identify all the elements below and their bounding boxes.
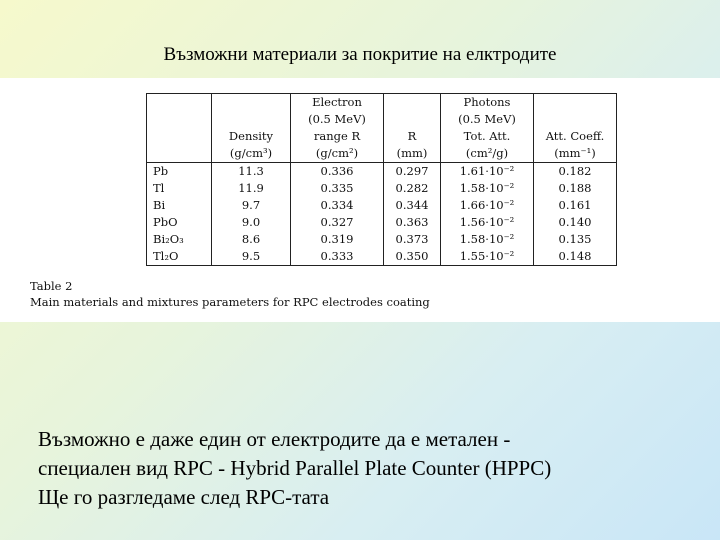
header-density-l2	[212, 111, 291, 128]
header-electron-l2: (0.5 MeV)	[291, 111, 384, 128]
header-photons-l4: (cm²/g)	[441, 145, 534, 163]
cell-att-coeff: 0.161	[534, 197, 617, 214]
cell-r: 0.373	[384, 231, 441, 248]
cell-density: 9.0	[212, 214, 291, 231]
table-caption	[30, 278, 430, 310]
header-att-l1	[534, 94, 617, 112]
cell-material: Tl	[147, 180, 212, 197]
cell-r: 0.350	[384, 248, 441, 266]
cell-tot-att: 1.58·10⁻²	[441, 231, 534, 248]
cell-material: PbO	[147, 214, 212, 231]
header-density-l1	[212, 94, 291, 112]
body-line-3: Ще го разгледаме след RPC-тата	[38, 485, 330, 509]
header-photons-l2: (0.5 MeV)	[441, 111, 534, 128]
cell-electron-range: 0.327	[291, 214, 384, 231]
materials-table	[146, 93, 617, 266]
cell-r: 0.363	[384, 214, 441, 231]
caption-label: Table 2	[30, 279, 73, 293]
cell-electron-range: 0.336	[291, 163, 384, 181]
header-att-l2	[534, 111, 617, 128]
header-electron-l1: Electron	[291, 94, 384, 112]
cell-material: Bi₂O₃	[147, 231, 212, 248]
table-row	[147, 231, 617, 248]
body-line-2: специален вид RPC - Hybrid Parallel Plate Counter (HPPC)	[38, 456, 552, 480]
header-row-1	[147, 94, 617, 112]
slide-body	[38, 425, 708, 512]
cell-material: Pb	[147, 163, 212, 181]
table-row	[147, 180, 617, 197]
cell-material: Bi	[147, 197, 212, 214]
header-electron-l3: range R	[291, 128, 384, 145]
cell-density: 8.6	[212, 231, 291, 248]
header-r-l2	[384, 111, 441, 128]
cell-r: 0.344	[384, 197, 441, 214]
header-att-l3: Att. Coeff.	[534, 128, 617, 145]
cell-electron-range: 0.333	[291, 248, 384, 266]
cell-tot-att: 1.66·10⁻²	[441, 197, 534, 214]
header-r-l4: (mm)	[384, 145, 441, 163]
cell-tot-att: 1.61·10⁻²	[441, 163, 534, 181]
header-material-l1	[147, 94, 212, 112]
header-density-l4: (g/cm³)	[212, 145, 291, 163]
cell-att-coeff: 0.135	[534, 231, 617, 248]
cell-tot-att: 1.55·10⁻²	[441, 248, 534, 266]
cell-density: 11.9	[212, 180, 291, 197]
table-row	[147, 214, 617, 231]
cell-tot-att: 1.58·10⁻²	[441, 180, 534, 197]
cell-att-coeff: 0.188	[534, 180, 617, 197]
cell-r: 0.282	[384, 180, 441, 197]
cell-density: 11.3	[212, 163, 291, 181]
table-figure	[0, 78, 720, 322]
caption-text: Main materials and mixtures parameters for RPC electrodes coating	[30, 295, 430, 309]
cell-att-coeff: 0.182	[534, 163, 617, 181]
table-row	[147, 197, 617, 214]
header-r-l3: R	[384, 128, 441, 145]
cell-electron-range: 0.334	[291, 197, 384, 214]
header-r-l1	[384, 94, 441, 112]
cell-att-coeff: 0.140	[534, 214, 617, 231]
header-electron-l4: (g/cm²)	[291, 145, 384, 163]
cell-electron-range: 0.335	[291, 180, 384, 197]
header-material-l4	[147, 145, 212, 163]
cell-material: Tl₂O	[147, 248, 212, 266]
header-row-3	[147, 128, 617, 145]
header-material-l2	[147, 111, 212, 128]
header-density-l3: Density	[212, 128, 291, 145]
body-line-1: Възможно е даже един от електродите да е метален -	[38, 427, 511, 451]
slide-title: Възможни материали за покритие на елктродите	[163, 44, 557, 65]
table-row	[147, 248, 617, 266]
cell-att-coeff: 0.148	[534, 248, 617, 266]
cell-tot-att: 1.56·10⁻²	[441, 214, 534, 231]
table-row	[147, 163, 617, 181]
header-row-4	[147, 145, 617, 163]
cell-r: 0.297	[384, 163, 441, 181]
cell-electron-range: 0.319	[291, 231, 384, 248]
cell-density: 9.7	[212, 197, 291, 214]
header-photons-l3: Tot. Att.	[441, 128, 534, 145]
cell-density: 9.5	[212, 248, 291, 266]
header-material-l3	[147, 128, 212, 145]
header-row-2	[147, 111, 617, 128]
header-att-l4: (mm⁻¹)	[534, 145, 617, 163]
header-photons-l1: Photons	[441, 94, 534, 112]
